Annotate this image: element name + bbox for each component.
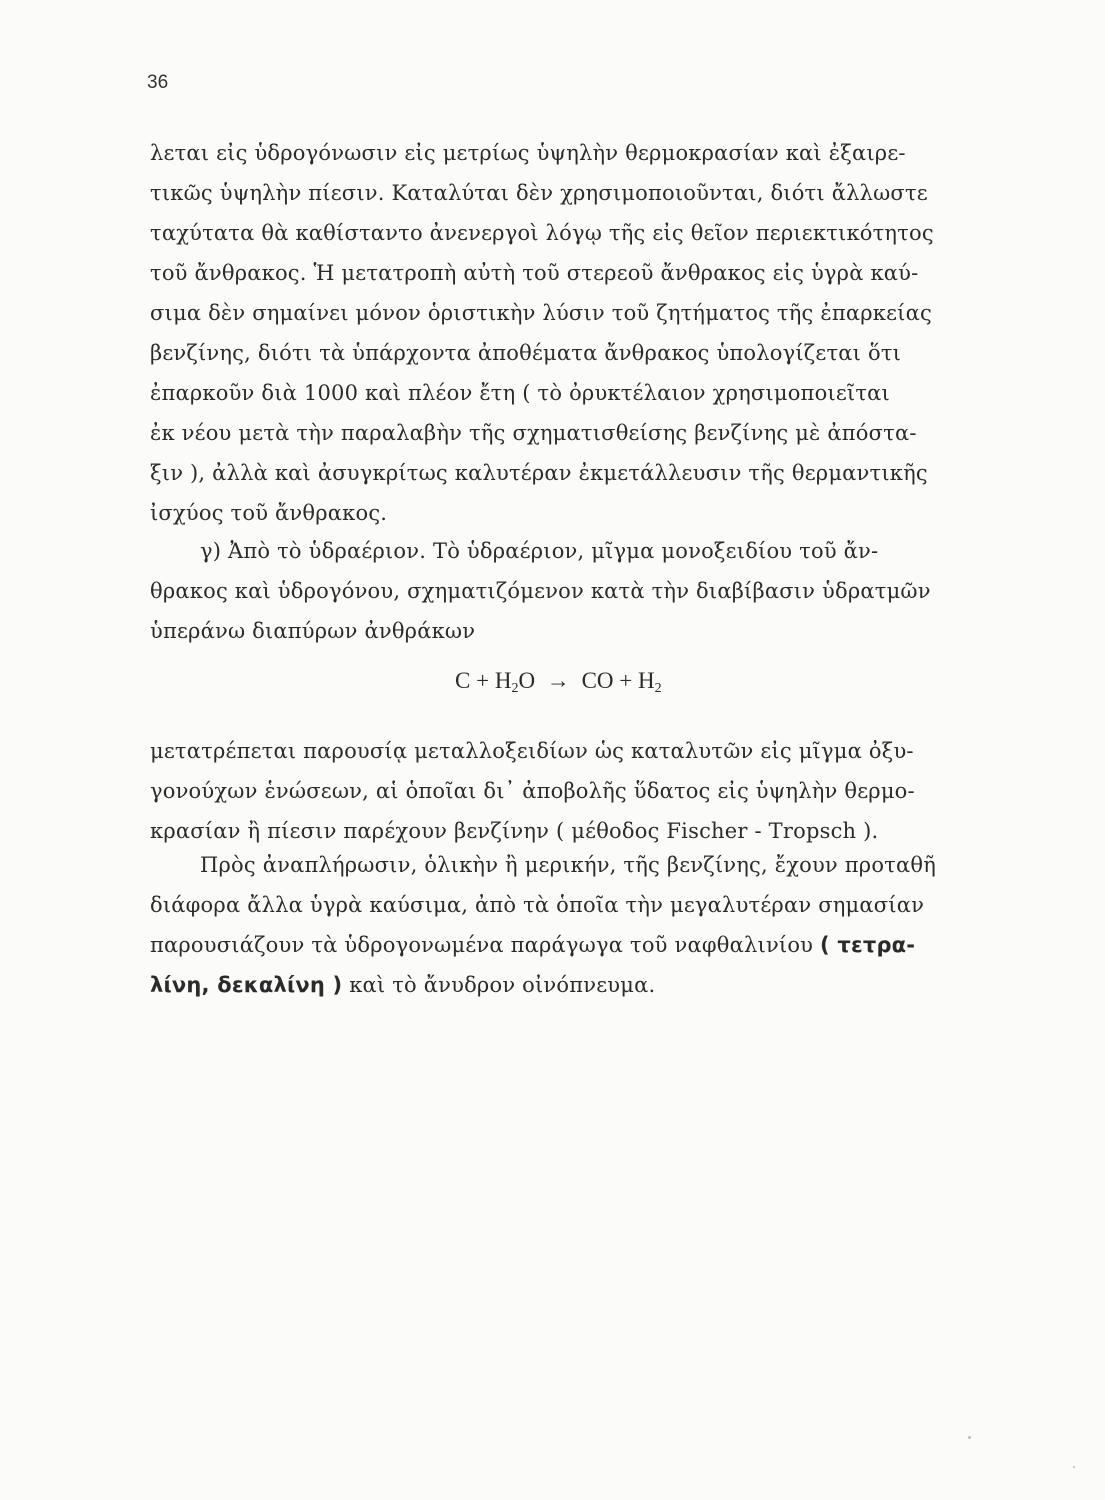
equation-subscript: 2	[511, 681, 519, 696]
text-line: ὑπεράνω διαπύρων ἀνθράκων	[150, 619, 476, 643]
equation-hydrogen-symbol: H	[494, 668, 512, 693]
bold-term: ( τετρα-	[820, 933, 916, 957]
chemical-equation	[455, 668, 662, 697]
scan-speck	[968, 1436, 971, 1439]
equation-hydrogen	[638, 668, 662, 696]
text-segment: καὶ τὸ ἄνυδρον οἰνόπνευμα.	[349, 973, 656, 997]
text-line: τοῦ ἄνθρακος. Ἡ μετατροπὴ αὐτὴ τοῦ στερεοῦ ἄνθρακος εἰς ὑγρὰ καύ-	[150, 261, 919, 285]
text-line	[150, 972, 655, 998]
equation-carbon: C	[455, 668, 471, 693]
equation-oxygen-symbol: O	[518, 668, 536, 693]
text-line: κρασίαν ἢ πίεσιν παρέχουν βενζίνην ( μέθοδος Fischer - Tropsch ).	[150, 819, 879, 843]
text-line: ταχύτατα θὰ καθίσταντο ἀνενεργοὶ λόγῳ τῆς εἰς θεῖον περιεκτικότητος	[150, 221, 934, 245]
equation-water	[494, 668, 536, 696]
scan-speck	[1073, 1466, 1075, 1468]
text-line: σιμα δὲν σημαίνει μόνον ὁριστικὴν λύσιν τοῦ ζητήματος τῆς ἐπαρκείας	[150, 301, 932, 325]
text-segment: παρουσιάζουν τὰ ὑδρογονωμένα παράγωγα τοῦ ναφθαλινίου	[150, 933, 814, 957]
text-line: θρακος καὶ ὑδρογόνου, σχηματιζόμενον κατὰ τὴν διαβίβασιν ὑδρατμῶν	[150, 579, 931, 603]
text-line: μετατρέπεται παρουσίᾳ μεταλλοξειδίων ὡς καταλυτῶν εἰς μῖγμα ὀξυ-	[150, 739, 914, 763]
equation-plus: +	[476, 668, 490, 693]
page-number: 36	[147, 72, 169, 93]
text-line: βενζίνης, διότι τὰ ὑπάρχοντα ἀποθέματα ἄνθρακος ὑπολογίζεται ὅτι	[150, 341, 902, 365]
reaction-arrow: →	[546, 668, 570, 693]
text-line: γ) Ἀπὸ τὸ ὑδραέριον. Τὸ ὑδραέριον, μῖγμα μονοξειδίου τοῦ ἄν-	[200, 539, 879, 563]
text-line: λεται εἰς ὑδρογόνωσιν εἰς μετρίως ὑψηλὴν θερμοκρασίαν καὶ ἐξαιρε-	[150, 141, 906, 165]
text-line: ξιν ), ἀλλὰ καὶ ἀσυγκρίτως καλυτέραν ἐκμετάλλευσιν τῆς θερμαντικῆς	[150, 461, 928, 485]
text-line: ἐπαρκοῦν διὰ 1000 καὶ πλέον ἔτη ( τὸ ὀρυκτέλαιον χρησιμοποιεῖται	[150, 381, 890, 405]
equation-carbon-monoxide: CO	[581, 668, 614, 693]
equation-plus: +	[619, 668, 633, 693]
text-line: ἐκ νέου μετὰ τὴν παραλαβὴν τῆς σχηματισθείσης βενζίνης μὲ ἀπόστα-	[150, 421, 917, 445]
bold-term: λίνη, δεκαλίνη )	[150, 973, 343, 997]
equation-hydrogen-symbol: H	[638, 668, 655, 693]
text-line: Πρὸς ἀναπλήρωσιν, ὁλικὴν ἢ μερικήν, τῆς βενζίνης, ἔχουν προταθῆ	[200, 853, 936, 877]
text-line	[150, 932, 915, 958]
text-line: γονούχων ἑνώσεων, αἱ ὁποῖαι δι᾽ ἀποβολῆς ὕδατος εἰς ὑψηλὴν θερμο-	[150, 779, 915, 803]
text-line: διάφορα ἄλλα ὑγρὰ καύσιμα, ἀπὸ τὰ ὁποῖα τὴν μεγαλυτέραν σημασίαν	[150, 893, 925, 917]
text-line: τικῶς ὑψηλὴν πίεσιν. Καταλύται δὲν χρησιμοποιοῦνται, διότι ἄλλωστε	[150, 181, 928, 205]
text-line: ἰσχύος τοῦ ἄνθρακος.	[150, 501, 388, 525]
equation-subscript: 2	[654, 681, 662, 696]
